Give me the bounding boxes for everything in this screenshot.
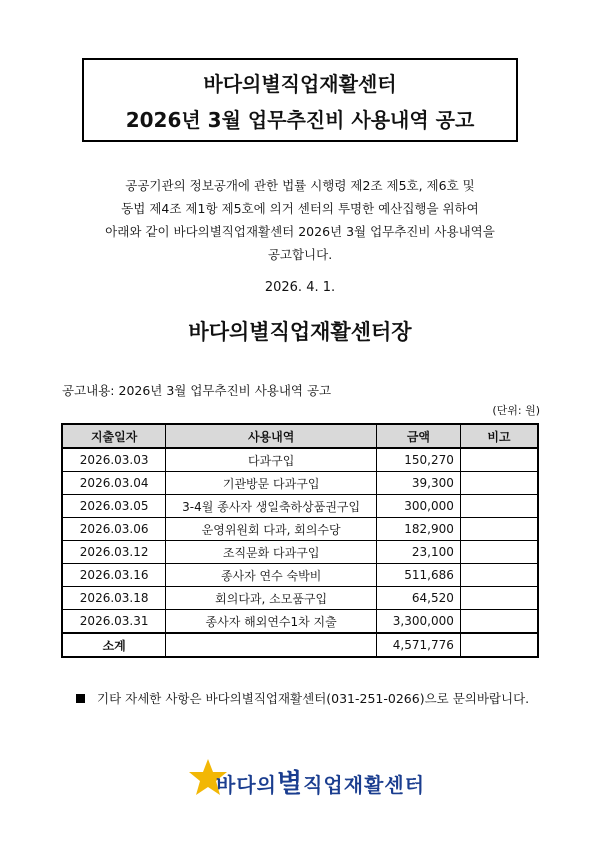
contact-note bbox=[76, 689, 529, 707]
body-line: 아래와 같이 바다의별직업재활센터 2026년 3월 업무추진비 사용내역을 bbox=[105, 224, 495, 239]
header-remarks: 비고 bbox=[460, 424, 538, 448]
announcement-date: 2026. 4. 1. bbox=[264, 280, 336, 295]
cell-amount: 3,300,000 bbox=[376, 610, 460, 634]
logo bbox=[188, 757, 426, 799]
cell-description: 회의다과, 소모품구입 bbox=[166, 587, 377, 610]
cell-remarks bbox=[460, 518, 538, 541]
total-amount: 4,571,776 bbox=[376, 633, 460, 657]
cell-amount: 39,300 bbox=[376, 472, 460, 495]
org-name: 바다의별직업재활센터 bbox=[203, 72, 397, 96]
cell-remarks bbox=[460, 448, 538, 472]
cell-remarks bbox=[460, 564, 538, 587]
signer: 바다의별직업재활센터장 bbox=[188, 320, 412, 344]
cell-date: 2026.03.31 bbox=[62, 610, 166, 634]
announcement-body bbox=[60, 174, 540, 266]
header-amount: 금액 bbox=[376, 424, 460, 448]
unit-label: (단위: 원) bbox=[492, 404, 540, 417]
total-row bbox=[62, 633, 538, 657]
table-header-row bbox=[62, 424, 538, 448]
cell-description: 운영위원회 다과, 회의수당 bbox=[166, 518, 377, 541]
subject-line: 공고내용: 2026년 3월 업무추진비 사용내역 공고 bbox=[62, 383, 332, 398]
cell-amount: 182,900 bbox=[376, 518, 460, 541]
table-row bbox=[62, 472, 538, 495]
body-line: 동법 제4조 제1항 제5호에 의거 센터의 투명한 예산집행을 위하여 bbox=[121, 201, 479, 216]
cell-amount: 511,686 bbox=[376, 564, 460, 587]
cell-amount: 23,100 bbox=[376, 541, 460, 564]
cell-remarks bbox=[460, 587, 538, 610]
cell-description: 기관방문 다과구입 bbox=[166, 472, 377, 495]
total-label: 소계 bbox=[62, 633, 166, 657]
cell-description: 다과구입 bbox=[166, 448, 377, 472]
table-row bbox=[62, 448, 538, 472]
cell-amount: 64,520 bbox=[376, 587, 460, 610]
cell-date: 2026.03.03 bbox=[62, 448, 166, 472]
table-row bbox=[62, 564, 538, 587]
cell-description: 3-4월 종사자 생일축하상품권구입 bbox=[166, 495, 377, 518]
page-title: 2026년 3월 업무추진비 사용내역 공고 bbox=[125, 108, 475, 132]
cell-amount: 300,000 bbox=[376, 495, 460, 518]
table-row bbox=[62, 495, 538, 518]
cell-remarks bbox=[460, 541, 538, 564]
header-description: 사용내역 bbox=[166, 424, 377, 448]
cell-date: 2026.03.04 bbox=[62, 472, 166, 495]
cell-remarks bbox=[460, 472, 538, 495]
cell-remarks bbox=[460, 495, 538, 518]
total-remarks bbox=[460, 633, 538, 657]
cell-date: 2026.03.16 bbox=[62, 564, 166, 587]
note-text: 기타 자세한 사항은 바다의별직업재활센터(031-251-0266)으로 문의바랍니다. bbox=[97, 691, 530, 706]
expense-table bbox=[61, 423, 539, 658]
total-empty bbox=[166, 633, 377, 657]
cell-remarks bbox=[460, 610, 538, 634]
bullet-square-icon bbox=[76, 694, 85, 703]
header-date: 지출일자 bbox=[62, 424, 166, 448]
cell-description: 조직문화 다과구입 bbox=[166, 541, 377, 564]
cell-amount: 150,270 bbox=[376, 448, 460, 472]
cell-date: 2026.03.12 bbox=[62, 541, 166, 564]
cell-date: 2026.03.06 bbox=[62, 518, 166, 541]
title-box bbox=[82, 58, 518, 142]
table-row bbox=[62, 518, 538, 541]
cell-date: 2026.03.18 bbox=[62, 587, 166, 610]
body-line: 공고합니다. bbox=[267, 247, 333, 262]
cell-description: 종사자 연수 숙박비 bbox=[166, 564, 377, 587]
cell-description: 종사자 해외연수1차 지출 bbox=[166, 610, 377, 634]
table-row bbox=[62, 610, 538, 634]
table-row bbox=[62, 587, 538, 610]
table-row bbox=[62, 541, 538, 564]
body-line: 공공기관의 정보공개에 관한 법률 시행령 제2조 제5호, 제6호 및 bbox=[125, 178, 475, 193]
logo-text: 바다의별직업재활센터 bbox=[216, 769, 426, 799]
cell-date: 2026.03.05 bbox=[62, 495, 166, 518]
